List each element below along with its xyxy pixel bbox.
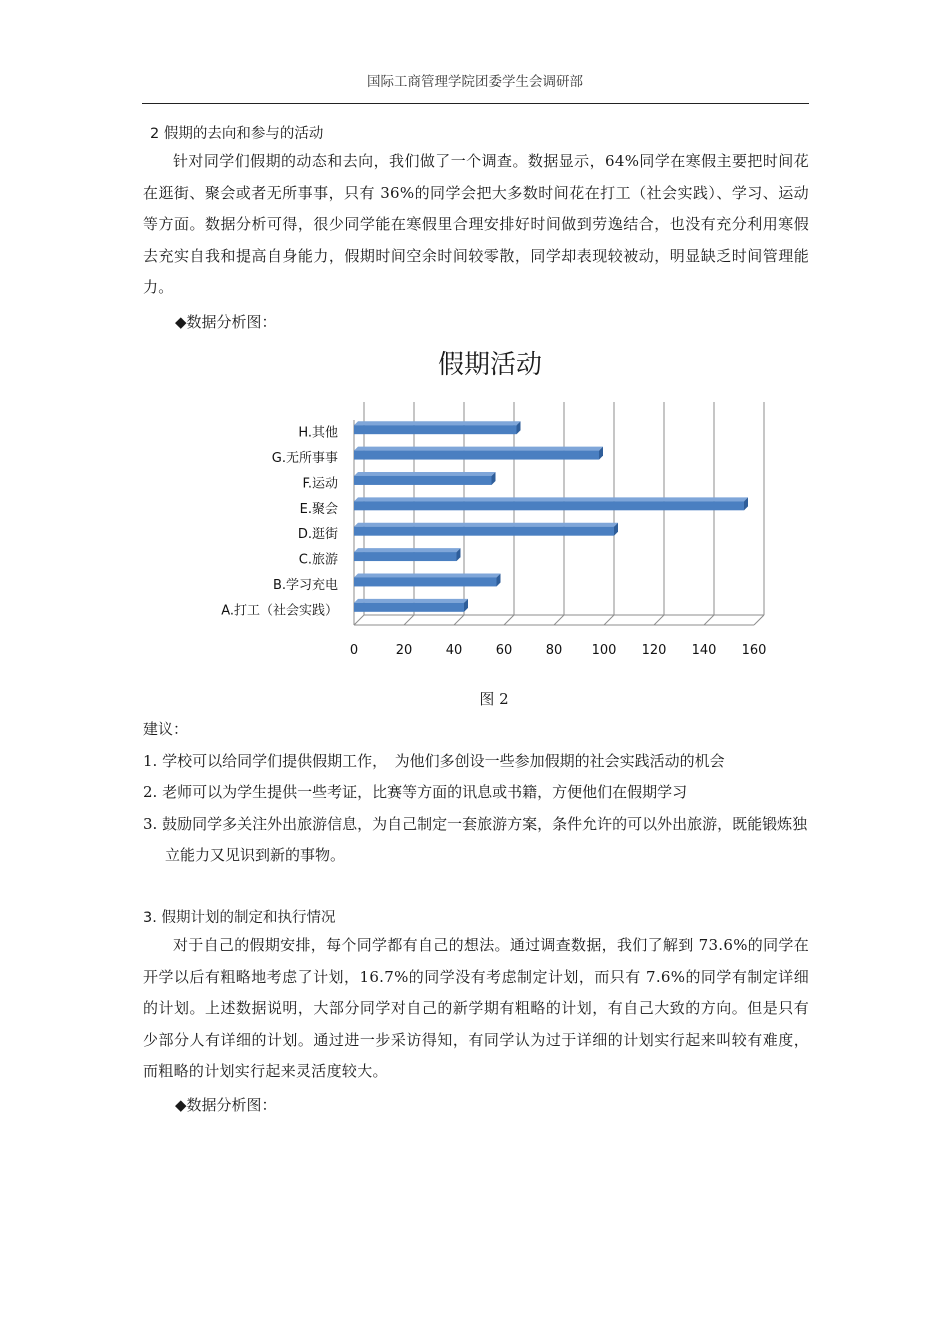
bar [354,552,457,561]
x-tick-label: 140 [691,643,717,658]
floor-line [354,615,364,625]
bar-top [354,548,461,552]
section-3-heading: 3. 假期计划的制定和执行情况 [143,910,336,926]
section-2-analysis-label: ◆数据分析图： [175,313,277,331]
bar [354,501,744,510]
header-rule [142,103,809,104]
category-label: D.逛街 [297,527,338,543]
floor-line [404,615,414,625]
category-label: F.运动 [302,476,338,492]
suggestions-title: 建议： [143,720,189,738]
x-tick-label: 0 [349,643,359,658]
section-3-paragraph: 对于自己的假期安排，每个同学都有自己的想法。通过调查数据，我们了解到 73.6%的同学在开学以后有粗略地考虑了计划，16.7%的同学没有考虑制定计划，而只有 7.6%的同学有制定详细的计划。上述数据说明，大部分同学对自己的新学期有粗略的计划，有自己大致的方向。但是只有少部分人有详细的计划。通过进一步采访得知，有同学认为过于详细的计划实行起来叫较有难度，而粗略的计划实行起来灵活度较大。 [143,936,809,1080]
x-tick-label: 20 [395,643,413,658]
floor-line [604,615,614,625]
category-label: H.其他 [298,425,338,441]
bar-top [354,472,496,476]
chart-labels [221,425,766,658]
page-header: 国际工商管理学院团委学生会调研部 [367,74,583,90]
category-label: B.学习充电 [272,577,338,593]
chart-bars [354,421,748,612]
figure-caption: 图 2 [479,690,509,708]
suggestion-item: 2. 老师可以为学生提供一些考证，比赛等方面的讯息或书籍，方便他们在假期学习 [143,783,688,801]
bar-top [354,421,521,425]
bar [354,527,614,536]
x-tick-label: 40 [445,643,463,658]
x-tick-label: 120 [641,643,667,658]
section-3-analysis-label: ◆数据分析图： [175,1096,277,1114]
suggestion-item: 3. 鼓励同学多关注外出旅游信息，为自己制定一套旅游方案，条件允许的可以外出旅游，既能锻炼独立能力又见识到新的事物。 [143,814,808,864]
floor-line [754,615,764,625]
floor-line [504,615,514,625]
suggestion-item: 1. 学校可以给同学们提供假期工作， 为他们多创设一些参加假期的社会实践活动的机会 [143,751,725,770]
x-tick-label: 60 [495,643,513,658]
bar [354,577,497,586]
category-label: A.打工（社会实践） [221,603,338,619]
bar-top [354,447,603,451]
suggestions [143,714,809,872]
x-tick-label: 100 [591,643,617,658]
bar-top [354,573,501,577]
bar [354,451,599,460]
bar-chart [0,400,950,670]
bar-top [354,523,618,527]
category-label: C.旅游 [298,552,338,568]
x-tick-label: 80 [545,643,563,658]
floor-line [654,615,664,625]
chart-title: 假期活动 [437,350,542,380]
floor-line [704,615,714,625]
section-2-heading: 2 假期的去向和参与的活动 [150,126,324,142]
floor-line [454,615,464,625]
bar [354,603,464,612]
bar-top [354,497,748,501]
bar [354,425,517,434]
floor-line [554,615,564,625]
section-2-paragraph: 针对同学们假期的动态和去向，我们做了一个调查。数据显示，64%同学在寒假主要把时间花在逛街、聚会或者无所事事，只有 36%的同学会把大多数时间花在打工（社会实践）、学习、运动等方面。数据分析可得，很少同学能在寒假里合理安排好时间做到劳逸结合，也没有充分利用寒假去充实自我和提高自身能力，假期时间空余时间较零散，同学却表现较被动，明显缺乏时间管理能力。 [143,152,809,296]
bar [354,476,492,485]
category-label: G.无所事事 [271,451,338,467]
category-label: E.聚会 [299,501,338,517]
chart-grid [354,402,764,625]
x-tick-label: 160 [741,643,767,658]
bar-top [354,599,468,603]
